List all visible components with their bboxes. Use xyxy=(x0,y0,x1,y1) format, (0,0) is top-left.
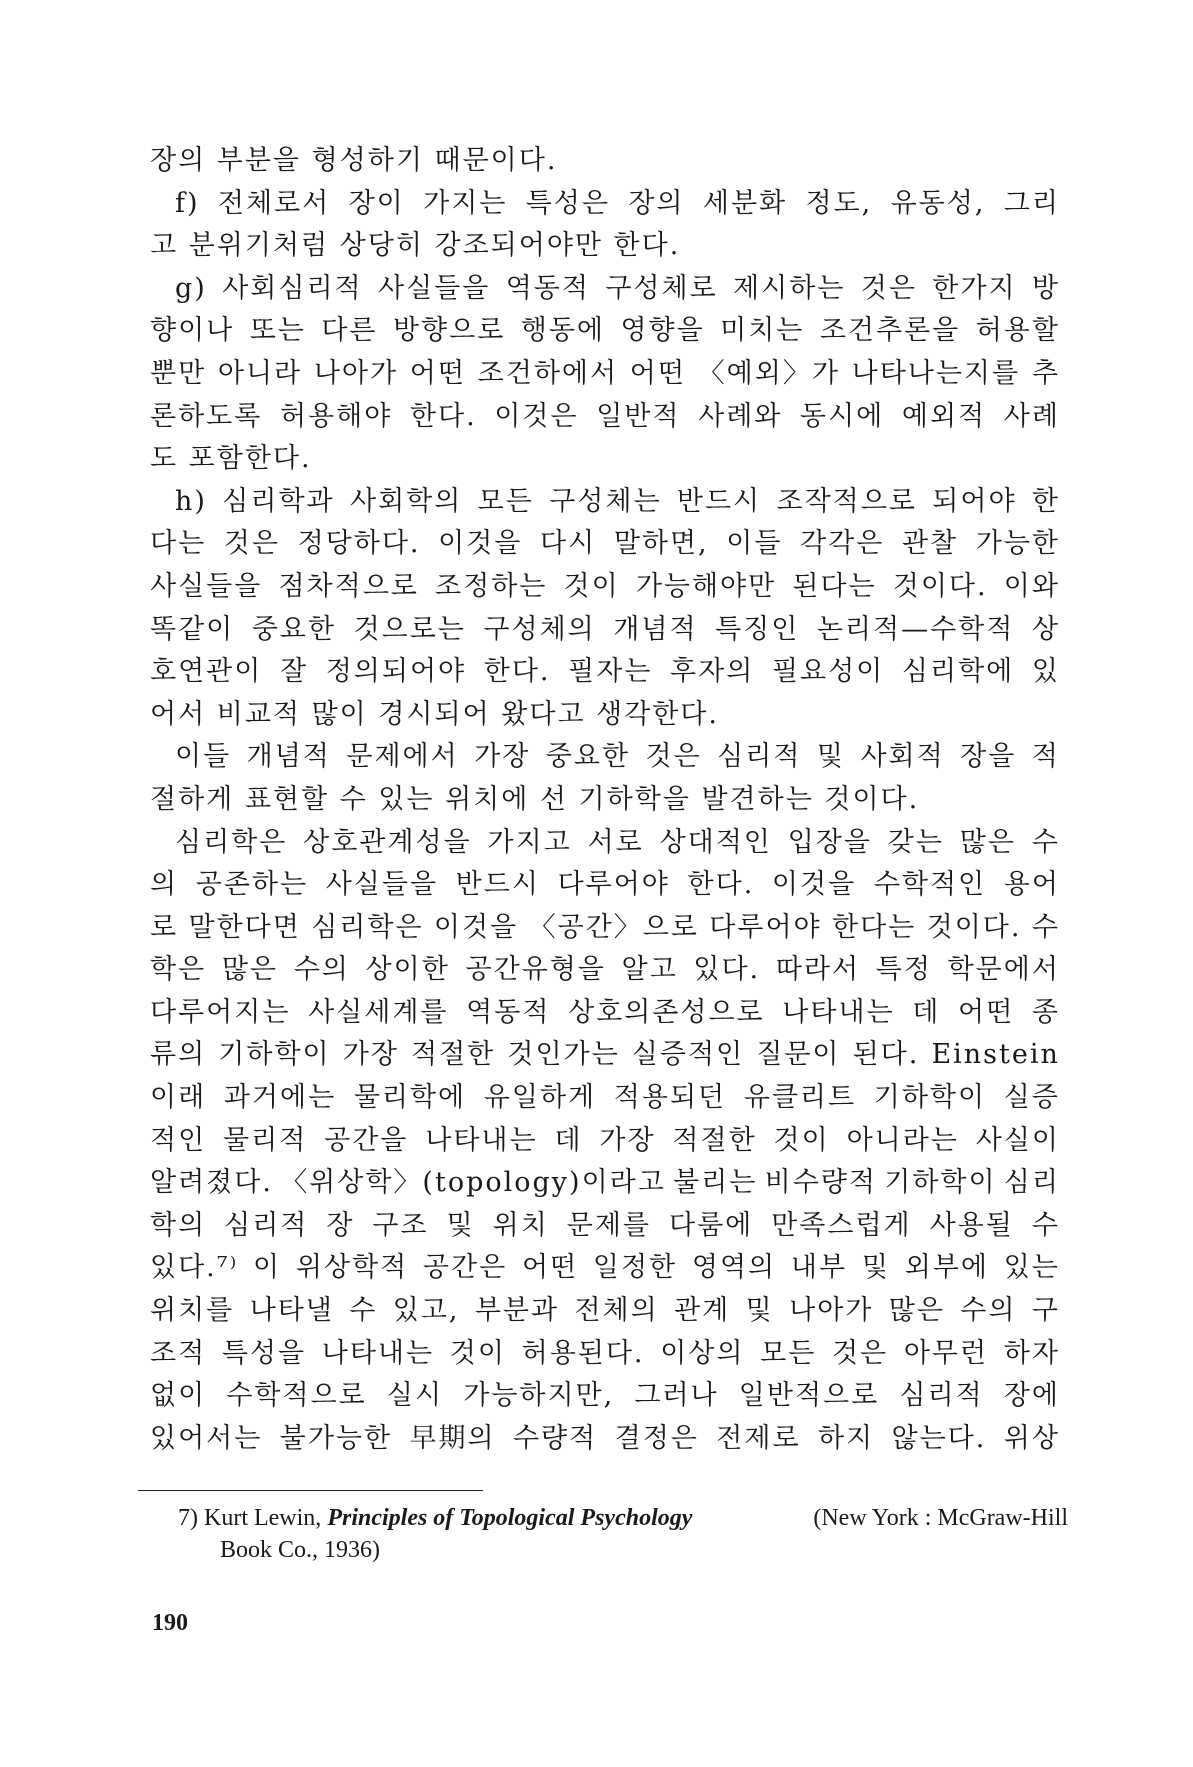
text-line: 도 포함한다. xyxy=(150,443,312,475)
word: 것은 xyxy=(223,528,280,560)
word: 적절한 xyxy=(672,1124,757,1156)
word: 심리적 xyxy=(224,1209,309,1241)
word: 나타내는 xyxy=(425,1124,538,1156)
word: 사실들을 xyxy=(378,272,491,304)
word: 상이한 xyxy=(365,954,450,986)
word: 수의 xyxy=(293,954,350,986)
word: 수 xyxy=(1031,826,1060,858)
word: 것으로는 xyxy=(353,613,466,645)
word: 것은 xyxy=(645,741,702,773)
word: 문제에서 xyxy=(346,741,459,773)
word: 행동에 xyxy=(520,315,605,347)
text-line xyxy=(150,949,1060,992)
word: 허용해야 xyxy=(279,400,393,432)
word: 어떤 xyxy=(958,996,1015,1028)
word: 하자 xyxy=(1003,1337,1060,1369)
word: 것인가는 xyxy=(507,1039,620,1071)
word: 이것을 xyxy=(438,528,523,560)
word: 수의 xyxy=(960,1295,1017,1327)
word: 예외적 xyxy=(901,400,987,432)
word: 물리학에 xyxy=(353,1082,467,1114)
word: 일반적으로 xyxy=(738,1380,880,1412)
word: 상호의존성으로 xyxy=(568,996,765,1028)
footnote-title: Principles of Topological Psychology xyxy=(327,1505,693,1531)
word: 적 xyxy=(1031,741,1060,773)
word: 없이 xyxy=(150,1380,207,1412)
word: 필요성이 xyxy=(771,656,885,688)
text-line xyxy=(150,523,1060,566)
word: 있어서는 xyxy=(150,1422,263,1454)
word: 중요한 xyxy=(251,613,337,645)
word: 많은 xyxy=(959,826,1016,858)
word: 관계 xyxy=(674,1295,731,1327)
word: 장을 xyxy=(960,741,1017,773)
word: 로 xyxy=(150,911,179,943)
word: 사회심리적 xyxy=(222,272,363,304)
word: 의 xyxy=(150,869,179,901)
word: 실증 xyxy=(1003,1082,1060,1114)
word: 가지고 xyxy=(487,826,572,858)
text-line: 절하게 표현할 수 있는 위치에 선 기하학을 발견하는 것이다. xyxy=(150,783,920,815)
word: 다루어지는 xyxy=(150,996,291,1028)
word: 세분화 xyxy=(702,187,788,219)
word: 및 xyxy=(861,1252,890,1284)
word: 수 xyxy=(1031,911,1060,943)
word: 심리학은 xyxy=(175,826,288,858)
word: 사회학의 xyxy=(349,485,463,517)
word: 및 xyxy=(816,741,845,773)
word: 한가지 xyxy=(932,272,1017,304)
word: 불리는 xyxy=(673,1167,758,1199)
word: 각각은 xyxy=(800,528,885,560)
footnote-rule xyxy=(138,1490,483,1491)
text-line xyxy=(150,1375,1060,1418)
word: 〈예외〉가 xyxy=(697,357,840,389)
word: 어떤 xyxy=(409,357,466,389)
footnote xyxy=(178,1502,1068,1566)
word: 전제로 xyxy=(716,1422,801,1454)
word: 상대적인 xyxy=(659,826,772,858)
word: 반드시 xyxy=(676,485,762,517)
text-line xyxy=(150,1290,1060,1333)
word: 早期의 xyxy=(409,1422,496,1454)
word: 입장을 xyxy=(787,826,872,858)
word: 아니라 xyxy=(217,357,303,389)
word: 심리학과 xyxy=(222,485,335,517)
text-line xyxy=(150,1418,1060,1461)
word: 결정은 xyxy=(614,1422,699,1454)
word: 조건하에서 xyxy=(477,357,619,389)
word: 서로 xyxy=(587,826,644,858)
word: 특정 xyxy=(875,954,932,986)
word: 하지 xyxy=(817,1422,875,1454)
word: 이들 xyxy=(726,528,783,560)
word: 심리적 xyxy=(899,1380,984,1412)
word: 이상의 xyxy=(660,1337,745,1369)
word: 종 xyxy=(1031,996,1060,1028)
word: 정도, xyxy=(805,187,873,219)
text-line xyxy=(150,609,1060,652)
word: 있는 xyxy=(1003,1252,1060,1284)
word: 동시에 xyxy=(800,400,885,432)
word: 어떤 xyxy=(629,357,686,389)
word: 나타낼 xyxy=(249,1295,334,1327)
word: 용어 xyxy=(1003,869,1060,901)
word: 물리적 xyxy=(223,1124,308,1156)
text-line xyxy=(150,864,1060,907)
word: 구조 xyxy=(372,1209,429,1241)
word: 심리적 xyxy=(717,741,802,773)
word: 사례 xyxy=(1003,400,1060,432)
word: 것이 xyxy=(563,570,620,602)
word: 유클리트 xyxy=(743,1082,857,1114)
text-line xyxy=(150,1247,1060,1290)
word: 심리 xyxy=(1003,1167,1060,1199)
word: 것은 xyxy=(860,272,917,304)
word: 과거에는 xyxy=(223,1082,337,1114)
word: 위상 xyxy=(1003,1422,1060,1454)
word: 말하면, xyxy=(613,528,709,560)
word: h) xyxy=(175,485,207,517)
word: 류의 xyxy=(150,1039,207,1071)
word: 알고 xyxy=(621,954,678,986)
word: 공존하는 xyxy=(195,869,309,901)
word: 것이다. xyxy=(892,570,988,602)
text-line xyxy=(150,822,1060,865)
text-line xyxy=(150,1120,1060,1163)
text-line xyxy=(150,1077,1060,1120)
footnote-author: Kurt Lewin, xyxy=(204,1505,322,1531)
word: 일반적 xyxy=(596,400,681,432)
word: 갖는 xyxy=(887,826,944,858)
text-line: 장의 부분을 형성하기 때문이다. xyxy=(150,145,558,176)
word: 이 xyxy=(252,1252,282,1284)
word: 학의 xyxy=(150,1209,207,1241)
word: 위치 xyxy=(492,1209,549,1241)
body-text xyxy=(150,140,1060,1460)
word: 개념적 xyxy=(246,741,331,773)
text-line xyxy=(150,1333,1060,1376)
word: 위상학적 xyxy=(295,1252,409,1284)
word: 나타나는지를 xyxy=(851,357,1021,389)
word: 질문이 xyxy=(756,1039,841,1071)
word: 또는 xyxy=(249,315,306,347)
word: 있고, xyxy=(392,1295,460,1327)
word: 것은 xyxy=(831,1337,889,1369)
word: 구성체의 xyxy=(483,613,596,645)
word: 가장 xyxy=(342,1039,399,1071)
word: 향이나 xyxy=(150,315,235,347)
text-line: 고 분위기처럼 상당히 강조되어야만 한다. xyxy=(150,230,681,262)
word: 허용된다. xyxy=(521,1337,645,1369)
word: 유동성, xyxy=(890,187,986,219)
word: 따라서 xyxy=(775,954,861,986)
word: 특징인 xyxy=(715,613,800,645)
text-line xyxy=(150,1162,1060,1205)
word: 수 xyxy=(349,1295,378,1327)
word: 것이 xyxy=(449,1337,506,1369)
word: 데 xyxy=(912,996,941,1028)
word: 호연관이 xyxy=(150,656,263,688)
text-line xyxy=(150,310,1060,353)
word: 논리적—수학적 xyxy=(816,613,1015,645)
word: 그러나 xyxy=(634,1380,719,1412)
word: 가지는 xyxy=(423,187,508,219)
word: 가능하지만, xyxy=(463,1380,615,1412)
word: 점차적으로 xyxy=(278,570,419,602)
word: 문제를 xyxy=(566,1209,652,1241)
word: 비수량적 xyxy=(764,1167,877,1199)
word: 이들 xyxy=(175,741,232,773)
word: 내부 xyxy=(790,1252,848,1284)
word: 다는 xyxy=(150,528,207,560)
word: 정의되어야 xyxy=(325,656,467,688)
word: 이것은 xyxy=(494,400,579,432)
word: 장에 xyxy=(1003,1380,1060,1412)
word: 나아가 xyxy=(789,1295,874,1327)
word: 일정한 xyxy=(592,1252,678,1284)
word: 나타내는 xyxy=(321,1337,435,1369)
word: 기하학이 xyxy=(873,1082,987,1114)
word: 〈위상학〉(topology)이라고 xyxy=(280,1167,666,1199)
word: 실증적인 xyxy=(631,1039,745,1071)
word: 다른 xyxy=(321,315,378,347)
word: 위치를 xyxy=(150,1295,235,1327)
word: 추 xyxy=(1031,357,1060,389)
word: 관찰 xyxy=(901,528,959,560)
word: 후자의 xyxy=(670,656,755,688)
word: 잘 xyxy=(279,656,309,688)
word: 나아가 xyxy=(313,357,399,389)
word: 〈공간〉으로 xyxy=(528,911,699,943)
word: 영역의 xyxy=(691,1252,777,1284)
word: 모든 xyxy=(477,485,534,517)
text-line xyxy=(150,907,1060,950)
word: 사실이 xyxy=(975,1124,1060,1156)
word: 방 xyxy=(1031,272,1060,304)
word: 역동적 xyxy=(505,272,590,304)
word: 구성체로 xyxy=(605,272,718,304)
word: 적절한 xyxy=(411,1039,496,1071)
word: 장이 xyxy=(348,187,405,219)
word: 이와 xyxy=(1003,570,1060,602)
word: 한 xyxy=(1031,485,1060,517)
word: 장 xyxy=(326,1209,355,1241)
word: 유일하게 xyxy=(483,1082,597,1114)
word: 가능한 xyxy=(975,528,1060,560)
word: 심리학에 xyxy=(901,656,1015,688)
word: 반드시 xyxy=(455,869,540,901)
page-number: 190 xyxy=(152,1610,188,1636)
word: 불가능한 xyxy=(279,1422,393,1454)
word: 및 xyxy=(446,1209,475,1241)
word: 론하도록 xyxy=(150,400,263,432)
word: 가장 xyxy=(599,1124,656,1156)
text-line xyxy=(150,268,1060,311)
word: 미치는 xyxy=(720,315,805,347)
footnote-line-2 xyxy=(178,1534,1068,1566)
word: 다루어야 xyxy=(557,869,670,901)
word: 기하학이 xyxy=(884,1167,997,1199)
word: 사용될 xyxy=(929,1209,1014,1241)
word: 많은 xyxy=(888,1295,945,1327)
word: 되어야 xyxy=(932,485,1017,517)
word: 학은 xyxy=(150,954,207,986)
word: 된다. xyxy=(852,1039,920,1071)
word: 사실들을 xyxy=(325,869,439,901)
word: 가장 xyxy=(474,741,531,773)
word: 다루어야 xyxy=(709,911,822,943)
word: 한다는 xyxy=(832,911,917,943)
word: 어떤 xyxy=(521,1252,579,1284)
word: 중요한 xyxy=(545,741,631,773)
word: 있다.⁷⁾ xyxy=(150,1252,239,1284)
word: 심리학은 xyxy=(311,911,424,943)
word: 않는다. xyxy=(891,1422,987,1454)
word: 그리 xyxy=(1003,187,1060,219)
text-line xyxy=(150,566,1060,609)
word: 조건추론을 xyxy=(819,315,961,347)
word: 아무런 xyxy=(903,1337,989,1369)
word: 알려졌다. xyxy=(150,1167,273,1199)
word: 외부에 xyxy=(904,1252,989,1284)
word: 수량적 xyxy=(512,1422,598,1454)
footnote-publisher: (New York : McGraw-Hill xyxy=(813,1505,1068,1531)
word: 많은 xyxy=(221,954,279,986)
text-line: 어서 비교적 많이 경시되어 왔다고 생각한다. xyxy=(150,698,719,730)
word: 있 xyxy=(1031,656,1060,688)
word: 한다. xyxy=(483,656,551,688)
word: 만족스럽게 xyxy=(771,1209,912,1241)
word: 학문에서 xyxy=(947,954,1060,986)
word: 한다. xyxy=(409,400,477,432)
text-line xyxy=(150,1034,1060,1077)
word: 사회적 xyxy=(860,741,945,773)
word: 한다. xyxy=(687,869,755,901)
text-line xyxy=(150,353,1060,396)
word: 이것을 xyxy=(433,911,519,943)
word: 가능해야만 xyxy=(635,570,777,602)
word: 적인 xyxy=(150,1124,207,1156)
word: 부분과 xyxy=(474,1295,560,1327)
word: 개념적 xyxy=(613,613,698,645)
word: 특성을 xyxy=(221,1337,307,1369)
word: 및 xyxy=(745,1295,774,1327)
word: g) xyxy=(175,272,207,304)
word: Einstein xyxy=(931,1039,1060,1071)
word: 사실세계를 xyxy=(308,996,449,1028)
word: 허용할 xyxy=(975,315,1060,347)
word: 다룸에 xyxy=(668,1209,754,1241)
word: 전체로서 xyxy=(217,187,331,219)
word: 것이 xyxy=(773,1124,830,1156)
footnote-line-1 xyxy=(178,1502,1068,1534)
word: 수학적인 xyxy=(873,869,987,901)
word: 이것을 xyxy=(771,869,857,901)
word: 제시하는 xyxy=(733,272,846,304)
word: 나타내는 xyxy=(782,996,895,1028)
word: 아니라는 xyxy=(846,1124,959,1156)
text-line xyxy=(150,481,1060,524)
text-line xyxy=(150,183,1060,226)
word: 특성은 xyxy=(525,187,610,219)
word: 구 xyxy=(1031,1295,1060,1327)
word: 사례와 xyxy=(698,400,783,432)
word: 영향을 xyxy=(620,315,705,347)
word: 말한다면 xyxy=(188,911,301,943)
word: 정당하다. xyxy=(297,528,421,560)
word: 조정하는 xyxy=(435,570,548,602)
footnote-publisher-cont: Book Co., 1936) xyxy=(220,1537,381,1563)
word: 공간은 xyxy=(422,1252,508,1284)
word: 수학적으로 xyxy=(226,1380,367,1412)
text-line xyxy=(150,992,1060,1035)
text-line xyxy=(150,396,1060,439)
word: 공간유형을 xyxy=(465,954,606,986)
word: 뿐만 xyxy=(150,357,207,389)
word: 필자는 xyxy=(568,656,653,688)
text-line xyxy=(150,1205,1060,1248)
word: 장의 xyxy=(628,187,685,219)
word: 기하학이 xyxy=(218,1039,331,1071)
word: 있다. xyxy=(693,954,761,986)
word: 된다는 xyxy=(792,570,877,602)
text-line xyxy=(150,651,1060,694)
word: 데 xyxy=(554,1124,583,1156)
word: 실시 xyxy=(386,1380,444,1412)
word: 조작적으로 xyxy=(776,485,917,517)
footnote-number: 7) xyxy=(178,1505,198,1531)
word: 이래 xyxy=(150,1082,207,1114)
text-line xyxy=(150,736,1060,779)
word: 구성체는 xyxy=(549,485,662,517)
word: 상호관계성을 xyxy=(303,826,472,858)
word: 조적 xyxy=(150,1337,207,1369)
word: 것이다. xyxy=(926,911,1022,943)
word: 전체의 xyxy=(574,1295,659,1327)
word: 상 xyxy=(1031,613,1060,645)
word: 역동적 xyxy=(466,996,551,1028)
word: 공간을 xyxy=(324,1124,409,1156)
word: 다시 xyxy=(540,528,597,560)
word: 방향으로 xyxy=(392,315,506,347)
word: 사실들을 xyxy=(150,570,263,602)
word: 모든 xyxy=(760,1337,817,1369)
word: 똑같이 xyxy=(150,613,235,645)
word: 적용되던 xyxy=(613,1082,727,1114)
word: f) xyxy=(175,187,200,219)
word: 수 xyxy=(1031,1209,1060,1241)
